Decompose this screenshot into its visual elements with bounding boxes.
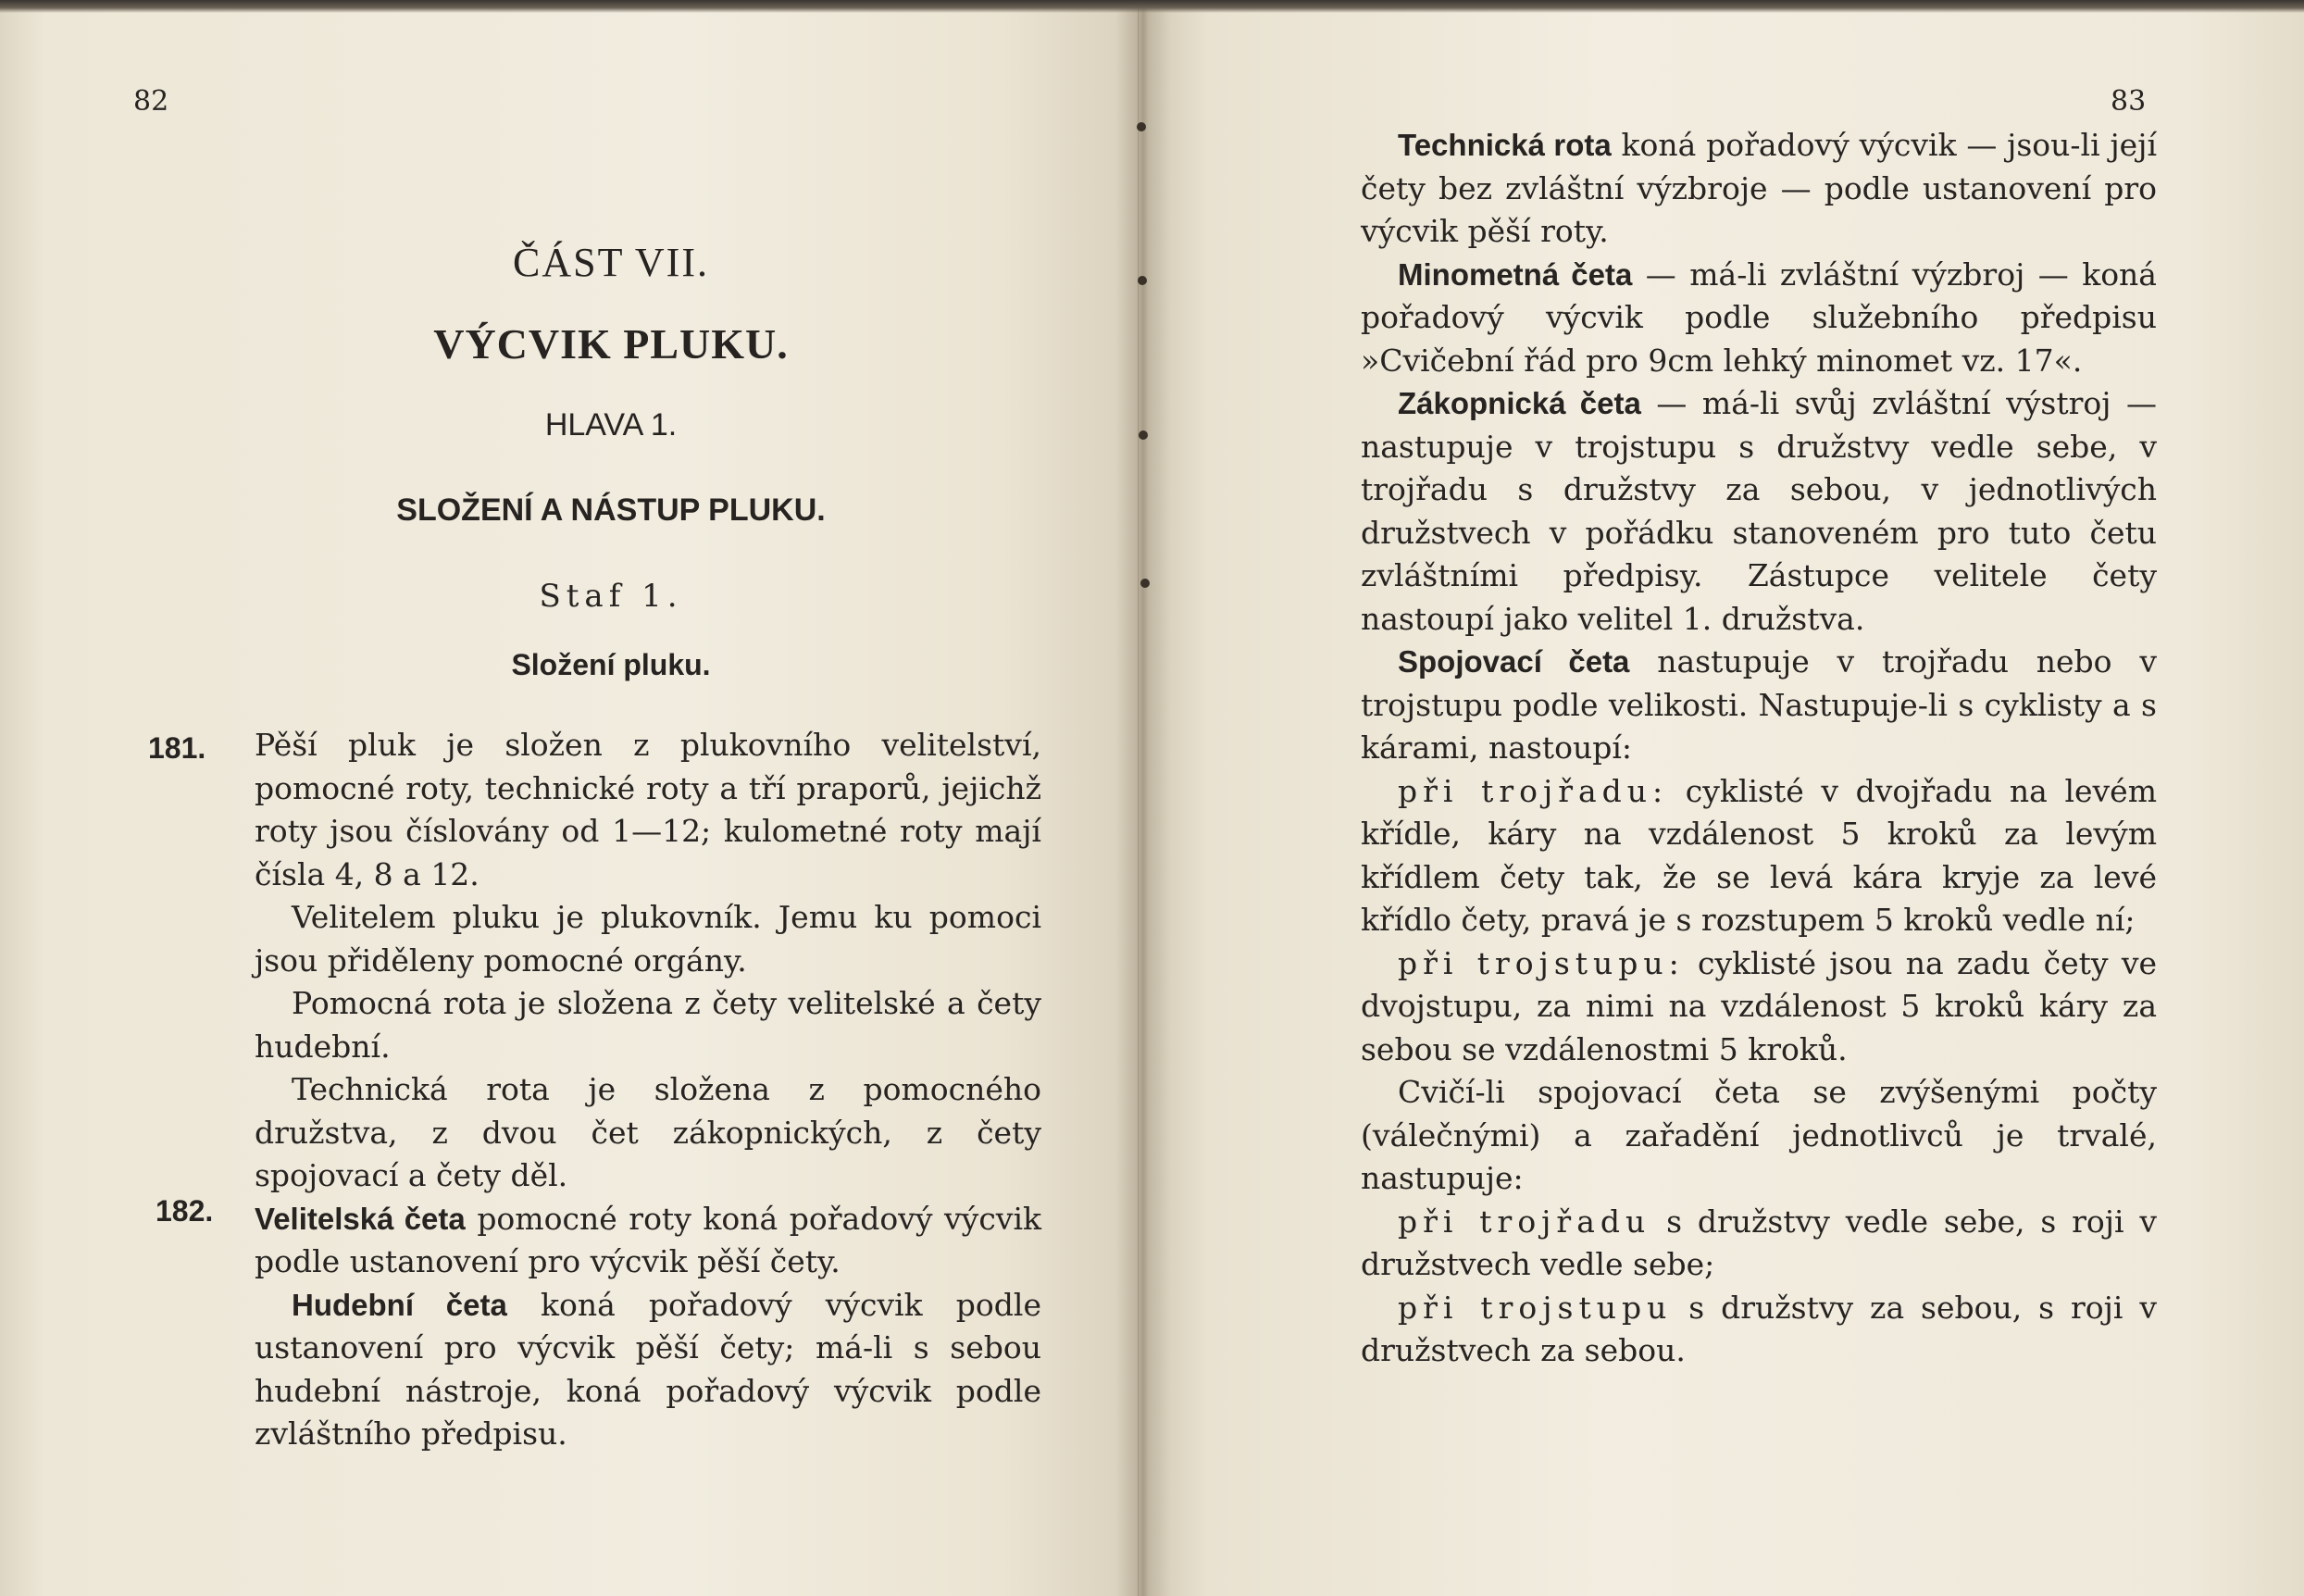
binding-hole <box>1138 276 1147 285</box>
chapter-heading: HLAVA 1. <box>544 407 678 443</box>
paragraph-182-band <box>255 1284 1041 1456</box>
mortar-platoon-paragraph <box>1361 254 2157 383</box>
page-number-left: 82 <box>133 85 169 118</box>
file-formation-label: při trojřadu: <box>1398 772 1669 809</box>
sapper-platoon-text: — má-li svůj zvláštní výstroj — nastupuje v trojstupu s družstvy vedle sebe, v trojřadu s družstvy za sebou, v jednotlivých družstvech v pořádku stanoveném pro tuto četu zvláštními předpisy. Zástupce velitele čety nastoupí jako velitel 1. družstva. <box>1361 385 2158 637</box>
column-formation-2-label: při trojstupu <box>1398 1289 1673 1326</box>
paragraph-number-181: 181. <box>148 731 206 765</box>
column-formation-text: cyklisté jsou na zadu čety ve dvojstupu, za nimi na vzdálenost 5 kroků káry za sebou se vzdálenostmi 5 kroků. <box>1361 944 2157 1067</box>
sapper-platoon-label: Zákopnická četa <box>1398 386 1641 420</box>
binding-hole <box>1137 122 1146 131</box>
band-platoon-label: Hudební četa <box>292 1287 507 1322</box>
band-platoon-text: koná pořadový výcvik podle ustanovení pro výcvik pěší čety; má-li s sebou hudební nástroje, koná pořadový výcvik podle zvláštního předpisu. <box>255 1286 1041 1452</box>
signal-platoon-text: nastupuje v trojřadu nebo v trojstupu podle velikosti. Nastupuje-li s cyklisty a s kárami, nastoupí: <box>1361 643 2157 766</box>
top-edge <box>0 0 2304 13</box>
book-gutter <box>1115 0 1171 1596</box>
page-number-right: 83 <box>2111 85 2147 118</box>
right-body-text <box>1361 124 2157 1373</box>
paragraph-181-text: Pěší pluk je složen z plukovního velitelství, pomocné roty, technické roty a tří praporů, jejichž roty jsou číslovány od 1—12; kulometné roty mají čísla 4, 8 a 12. <box>255 727 1041 892</box>
mortar-platoon-label: Minometná četa <box>1398 256 1633 292</box>
column-formation-paragraph <box>1361 942 2157 1072</box>
tech-company-text: koná pořadový výcvik — jsou-li její čety bez zvláštní výzbroje — podle ustanovení pro výcvik pěší roty. <box>1361 127 2157 249</box>
signal-platoon-label: Spojovací četa <box>1398 644 1630 679</box>
column-formation-2-paragraph <box>1361 1287 2157 1373</box>
left-body-text <box>255 724 1041 1456</box>
part-heading: ČÁST VII. <box>513 240 709 285</box>
signal-platoon-paragraph <box>1361 641 2157 770</box>
file-formation-paragraph <box>1361 770 2157 942</box>
paragraph-181-commander: Velitelem pluku je plukovník. Jemu ku pomoci jsou přiděleny pomocné orgány. <box>255 899 1041 979</box>
section-heading: Staf 1. <box>539 578 683 615</box>
page-title: VÝCVIK PLUKU. <box>433 320 789 368</box>
paragraph-181-tech-company: Technická rota je složena z pomocného družstva, z dvou čet zákopnických, z čety spojovací a čety děl. <box>255 1071 1041 1193</box>
war-strength-paragraph: Cvičí-li spojovací četa se zvýšenými počty (válečnými) a zařadění jednotlivců je trvalé, nastupuje: <box>1361 1074 2157 1196</box>
file-formation-2-label: při trojřadu <box>1398 1203 1651 1240</box>
paragraph-181-aux-company: Pomocná rota je složena z čety velitelské a čety hudební. <box>255 985 1041 1065</box>
tech-company-label: Technická rota <box>1398 128 1612 162</box>
sapper-platoon-paragraph <box>1361 382 2157 641</box>
binding-hole <box>1139 430 1148 440</box>
staff-platoon-text: pomocné roty koná pořadový výcvik podle ustanovení pro výcvik pěší čety. <box>255 1200 1041 1279</box>
file-formation-text: cyklisté v dvojřadu na levém křídle, káry na vzdálenost 5 kroků za levým křídlem čety tak, že se levá kára kryje za levé křídlo čety, pravá je s rozstupem 5 kroků vedle ní; <box>1361 772 2157 938</box>
paragraph-182-staff <box>255 1198 1041 1284</box>
section-title: Složení pluku. <box>511 648 711 681</box>
paragraph-number-182: 182. <box>156 1194 214 1228</box>
file-formation-2-text: s družstvy vedle sebe, s roji v družstvech vedle sebe; <box>1361 1203 2157 1282</box>
column-formation-label: při trojstupu: <box>1398 944 1685 981</box>
file-formation-2-paragraph <box>1361 1201 2157 1287</box>
tech-company-paragraph <box>1361 124 2157 254</box>
staff-platoon-label: Velitelská četa <box>255 1201 466 1236</box>
mortar-platoon-text: — má-li zvláštní výzbroj — koná pořadový výcvik podle služebního předpisu »Cvičební řád pro 9cm lehký minomet vz. 17«. <box>1361 256 2157 379</box>
column-formation-2-text: s družstvy za sebou, s roji v družstvech za sebou. <box>1361 1289 2157 1368</box>
binding-hole <box>1140 579 1150 588</box>
chapter-title: SLOŽENÍ A NÁSTUP PLUKU. <box>396 493 826 528</box>
